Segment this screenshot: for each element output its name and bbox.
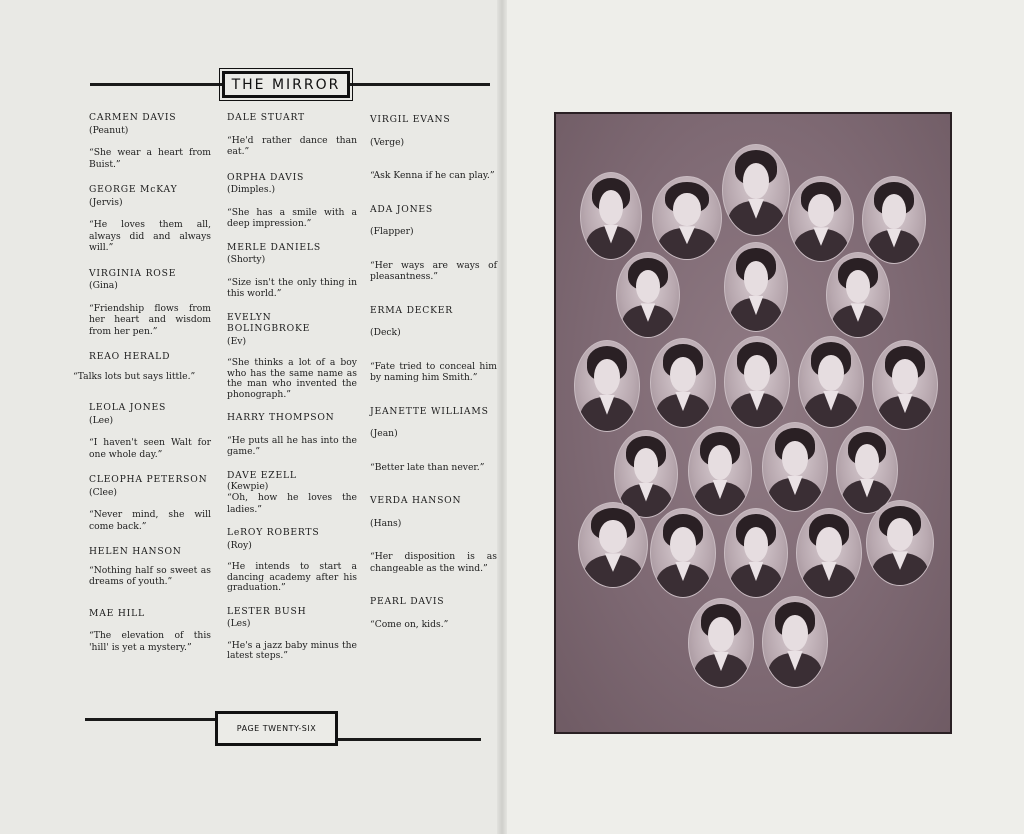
portrait-photo xyxy=(724,242,788,332)
entry xyxy=(89,402,211,460)
column-2 xyxy=(227,110,357,662)
student-quote: “Oh, how he loves the ladies.” xyxy=(227,492,357,515)
portrait-photo xyxy=(650,338,716,428)
entry xyxy=(227,172,357,230)
student-nickname: (Gina) xyxy=(89,280,118,291)
student-name: MAE HILL xyxy=(89,607,145,619)
student-quote: “I haven't seen Walt for one whole day.” xyxy=(89,437,211,460)
portrait-photo xyxy=(798,336,864,428)
student-nickname: (Jean) xyxy=(370,428,398,439)
student-quote: “Size isn't the only thing in this world.” xyxy=(227,276,357,299)
student-name: GEORGE McKAY xyxy=(89,184,178,195)
entry xyxy=(89,268,211,338)
student-nickname: (Deck) xyxy=(370,327,401,338)
header-rule-left xyxy=(90,83,222,86)
portrait-photo xyxy=(866,500,934,586)
entry xyxy=(89,546,211,588)
student-name: HARRY THOMPSON xyxy=(227,412,335,423)
student-quote: “He puts all he has into the game.” xyxy=(227,434,357,457)
student-nickname: (Les) xyxy=(227,618,251,629)
student-nickname: (Lee) xyxy=(89,414,114,426)
footer-rule-left xyxy=(85,718,215,721)
student-name: VIRGINIA ROSE xyxy=(89,267,177,279)
student-name: CLEOPHA PETERSON xyxy=(89,474,208,485)
student-name: PEARL DAVIS xyxy=(370,596,445,607)
footer-rule-right xyxy=(338,738,481,741)
student-quote: “Come on, kids.” xyxy=(370,618,449,630)
page-title: THE MIRROR xyxy=(222,71,350,98)
student-nickname: (Ev) xyxy=(227,335,247,347)
student-nickname: (Shorty) xyxy=(227,254,266,265)
portrait-photo xyxy=(652,176,722,260)
student-quote: “Talks lots but says little.” xyxy=(73,370,196,382)
portrait-photo xyxy=(578,502,648,588)
entry xyxy=(370,305,497,384)
student-name: LEOLA JONES xyxy=(89,402,167,413)
portrait-photo xyxy=(872,340,938,430)
student-name: ERMA DECKER xyxy=(370,304,453,316)
student-name: LESTER BUSH xyxy=(227,605,307,617)
student-quote: “Fate tried to conceal him by naming him Smith.” xyxy=(370,360,497,383)
portrait-photo xyxy=(724,508,788,598)
portrait-photo xyxy=(574,340,640,432)
student-nickname: (Dimples.) xyxy=(227,184,276,195)
student-quote: “He loves them all, always did and always will.” xyxy=(89,219,211,253)
entry xyxy=(370,495,497,574)
page-number: PAGE TWENTY-SIX xyxy=(215,711,338,746)
entry xyxy=(89,608,211,654)
entry xyxy=(89,184,211,254)
student-quote: “Better late than never.” xyxy=(370,461,485,473)
student-name: MERLE DANIELS xyxy=(227,241,321,253)
entry xyxy=(227,312,357,401)
entry xyxy=(89,112,211,170)
student-quote: “Never mind, she will come back.” xyxy=(89,509,211,532)
portrait-photo xyxy=(796,508,862,598)
entry xyxy=(227,470,357,516)
student-nickname: (Flapper) xyxy=(370,226,414,237)
student-name: CARMEN DAVIS xyxy=(89,112,177,123)
student-nickname: (Kewpie) xyxy=(227,481,269,492)
portrait-photo xyxy=(580,172,642,260)
entry xyxy=(227,112,357,158)
student-name: VERDA HANSON xyxy=(370,495,462,506)
column-1 xyxy=(73,110,211,653)
student-quote: “Her disposition is as changeable as the wind.” xyxy=(370,551,497,574)
student-quote: “She has a smile with a deep impression.” xyxy=(227,206,357,229)
student-nickname: (Clee) xyxy=(89,486,118,498)
portrait-photo xyxy=(650,508,716,598)
student-nickname: (Peanut) xyxy=(89,124,129,136)
entry xyxy=(227,527,357,594)
portrait-photo xyxy=(722,144,790,236)
portrait-photo xyxy=(616,252,680,338)
student-quote: “Ask Kenna if he can play.” xyxy=(370,170,495,181)
column-3 xyxy=(370,114,497,630)
portrait-photo xyxy=(724,336,790,428)
student-quote: “Her ways are ways of pleasantness.” xyxy=(370,259,497,282)
student-name: EVELYN BOLINGBROKE xyxy=(227,311,311,334)
portrait-photo xyxy=(836,426,898,514)
entry xyxy=(227,606,357,662)
portrait-photo xyxy=(788,176,854,262)
student-name: DALE STUART xyxy=(227,112,305,123)
entry xyxy=(370,596,497,630)
student-nickname: (Roy) xyxy=(227,539,252,551)
student-quote: “Friendship flows from her heart and wisdom from her pen.” xyxy=(89,302,211,337)
student-name: REAO HERALD xyxy=(89,351,171,362)
portrait-photo xyxy=(826,252,890,338)
book-gutter xyxy=(497,0,507,834)
student-name: JEANETTE WILLIAMS xyxy=(370,405,489,417)
student-name: DAVE EZELL xyxy=(227,469,297,481)
student-quote: “He'd rather dance than eat.” xyxy=(227,134,357,157)
class-photo-collage xyxy=(554,112,952,734)
entry xyxy=(370,406,497,474)
student-nickname: (Hans) xyxy=(370,517,402,529)
student-quote: “She wear a heart from Buist.” xyxy=(89,147,211,170)
portrait-photo xyxy=(688,598,754,688)
entry xyxy=(227,412,357,458)
student-nickname: (Verge) xyxy=(370,136,405,148)
student-name: VIRGIL EVANS xyxy=(370,114,451,125)
student-name: ORPHA DAVIS xyxy=(227,171,305,183)
student-quote: “The elevation of this 'hill' is yet a mystery.” xyxy=(89,630,211,653)
student-quote: “Nothing half so sweet as dreams of youth.” xyxy=(89,564,211,587)
entry xyxy=(370,114,497,182)
student-nickname: (Jervis) xyxy=(89,196,123,208)
student-quote: “She thinks a lot of a boy who has the same name as the man who invented the phonograph.” xyxy=(227,357,357,400)
entry xyxy=(89,474,211,532)
student-quote: “He intends to start a dancing academy after his graduation.” xyxy=(227,561,357,593)
student-name: LeROY ROBERTS xyxy=(227,527,320,538)
student-quote: “He's a jazz baby minus the latest steps.” xyxy=(227,639,357,661)
portrait-photo xyxy=(862,176,926,264)
header-rule-right xyxy=(350,83,490,86)
entry xyxy=(370,204,497,283)
portrait-photo xyxy=(762,596,828,688)
portrait-photo xyxy=(688,426,752,516)
student-name: HELEN HANSON xyxy=(89,546,182,557)
student-name: ADA JONES xyxy=(370,203,434,215)
entry xyxy=(227,242,357,300)
portrait-photo xyxy=(762,422,828,512)
entry xyxy=(73,351,211,382)
